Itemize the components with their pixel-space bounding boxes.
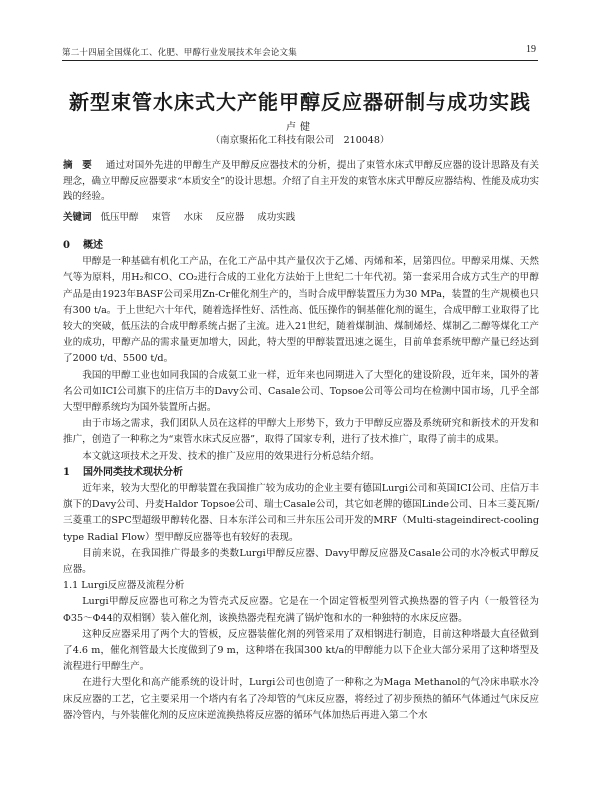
section-title: 国外同类技术现状分析: [83, 466, 183, 478]
abstract-label: 摘 要: [63, 160, 92, 171]
article-body: [63, 238, 539, 724]
body-paragraph: Lurgi甲醇反应器也可称之为管壳式反应器。它是在一个固定管板型列管式换热器的管子内（一般管径为Φ35～Φ44的双相钢）装入催化剂，该换热器壳程充满了锅炉饱和水的一种独特的水床反应器。: [63, 596, 539, 624]
keyword: 反应器: [215, 212, 245, 223]
keywords: [63, 209, 539, 223]
body-paragraph: 这种反应器采用了两个大的管板，反应器装催化剂的列管采用了双相钢进行制造，目前这种塔最大直径做到了4.6 m，催化剂管最大长度做到了9 m，这种塔在我国300 kt/a的甲醇能力以下企业大部分采用了这种塔型及流程进行甲醇生产。: [63, 628, 539, 673]
abstract-text: 通过对国外先进的甲醇生产及甲醇反应器技术的分析，提出了束管水床式甲醇反应器的设计思路及有关理念，确立甲醇反应器要求“本质安全”的设计思想。介绍了自主开发的束管水床式甲醇反应器结构、性能及成功实践的经验。: [63, 160, 539, 202]
header-rule: [62, 60, 538, 61]
article-affiliation: （南京聚拓化工科技有限公司 210048）: [210, 135, 390, 146]
keywords-label: 关键词: [63, 212, 92, 223]
section-heading: [63, 238, 539, 254]
keyword: 束管: [151, 212, 171, 223]
article-author: 卢健: [286, 122, 314, 133]
subsection-heading: 1.1 Lurgi反应器及流程分析: [63, 580, 185, 592]
article-title: 新型束管水床式大产能甲醇反应器研制与成功实践: [69, 90, 531, 114]
section-heading: [63, 465, 539, 481]
section-title: 概述: [83, 240, 103, 251]
running-head: 第二十四届全国煤化工、化肥、甲醇行业发展技术年会论文集: [62, 48, 297, 58]
body-paragraph: 在进行大型化和高产能系统的设计时，Lurgi公司也创造了一种称之为Maga Methanol的气冷床串联水冷床反应器的工艺，它主要采用一个塔内有名了冷却管的气床反应器，将经过了初步预热的循环气体通过气床反应器冷管内，与外装催化剂的反应床逆流换热将反应器的循环气体加热后再进入第二个水: [63, 677, 539, 721]
body-paragraph: 我国的甲醇工业也如同我国的合成氨工业一样，近年来也同期进入了大型化的建设阶段，近年来，国外的著名公司如ICI公司旗下的庄信万丰的Davy公司、Casale公司、Topsoe公司等公司均在检测中国市场，几乎全部大型甲醇系统均为国外装置所占据。: [63, 369, 539, 414]
keyword: 水床: [183, 212, 203, 223]
body-paragraph: 甲醇是一种基础有机化工产品，在化工产品中其产量仅次于乙烯、丙烯和苯，居第四位。甲醇采用煤、天然气等为原料，用H₂和CO、CO₂进行合成的工业化方法始于上世纪二十年代初。第一套采用合成方式生产的甲醇产品是由1923年BASF公司采用Zn-Cr催化剂生产的，当时合成甲醇装置压力为30 MPa，装置的生产规模也只有300 t/a。于上世纪六十年代，随着选择性好、活性高、低压操作的铜基催化剂的诞生，合成甲醇工业取得了比较大的突破，低压法的合成甲醇系统占据了主流。进入21世纪，随着煤制油、煤制烯烃、煤制乙二醇等煤化工产业的成功，甲醇产品的需求量更加增大，因此，特大型的甲醇装置迅速之诞生，目前单套系统甲醇产量已经达到了2000 t/d、5500 t/d。: [63, 256, 539, 365]
abstract: [63, 158, 539, 205]
body-paragraph: 近年来，较为大型化的甲醇装置在我国推广较为成功的企业主要有德国Lurgi公司和英国ICI公司、庄信万丰旗下的Davy公司、丹麦Haldor Topsoe公司、瑞士Casale公司，其它如老牌的德国Linde公司、日本三菱瓦斯/三菱重工的SPC型超级甲醇转化器、日本东洋公司和三井东压公司开发的MRF（Multi-stageindirect-cooling type Radial Flow）型甲醇反应器等也有较好的表现。: [63, 483, 539, 543]
keyword: 成功实践: [257, 212, 296, 223]
body-paragraph: 由于市场之需求，我们团队人员在这样的甲醇大上形势下，致力于甲醇反应器及系统研究和新技术的开发和推广，创造了一种称之为“束管水床式反应器”，取得了国家专利，进行了技术推广，取得了前丰的成果。: [63, 418, 539, 446]
keyword: 低压甲醇: [100, 212, 139, 223]
section-number: 1: [63, 466, 70, 478]
body-paragraph: 目前来说，在我国推广得最多的类数Lurgi甲醇反应器、Davy甲醇反应器及Casale公司的水冷板式甲醇反应器。: [63, 547, 539, 576]
page-number: 19: [526, 44, 536, 55]
section-number: 0: [63, 240, 70, 251]
body-paragraph: 本文就这项技术之开发、技术的推广及应用的效果进行分析总结介绍。: [82, 450, 380, 462]
